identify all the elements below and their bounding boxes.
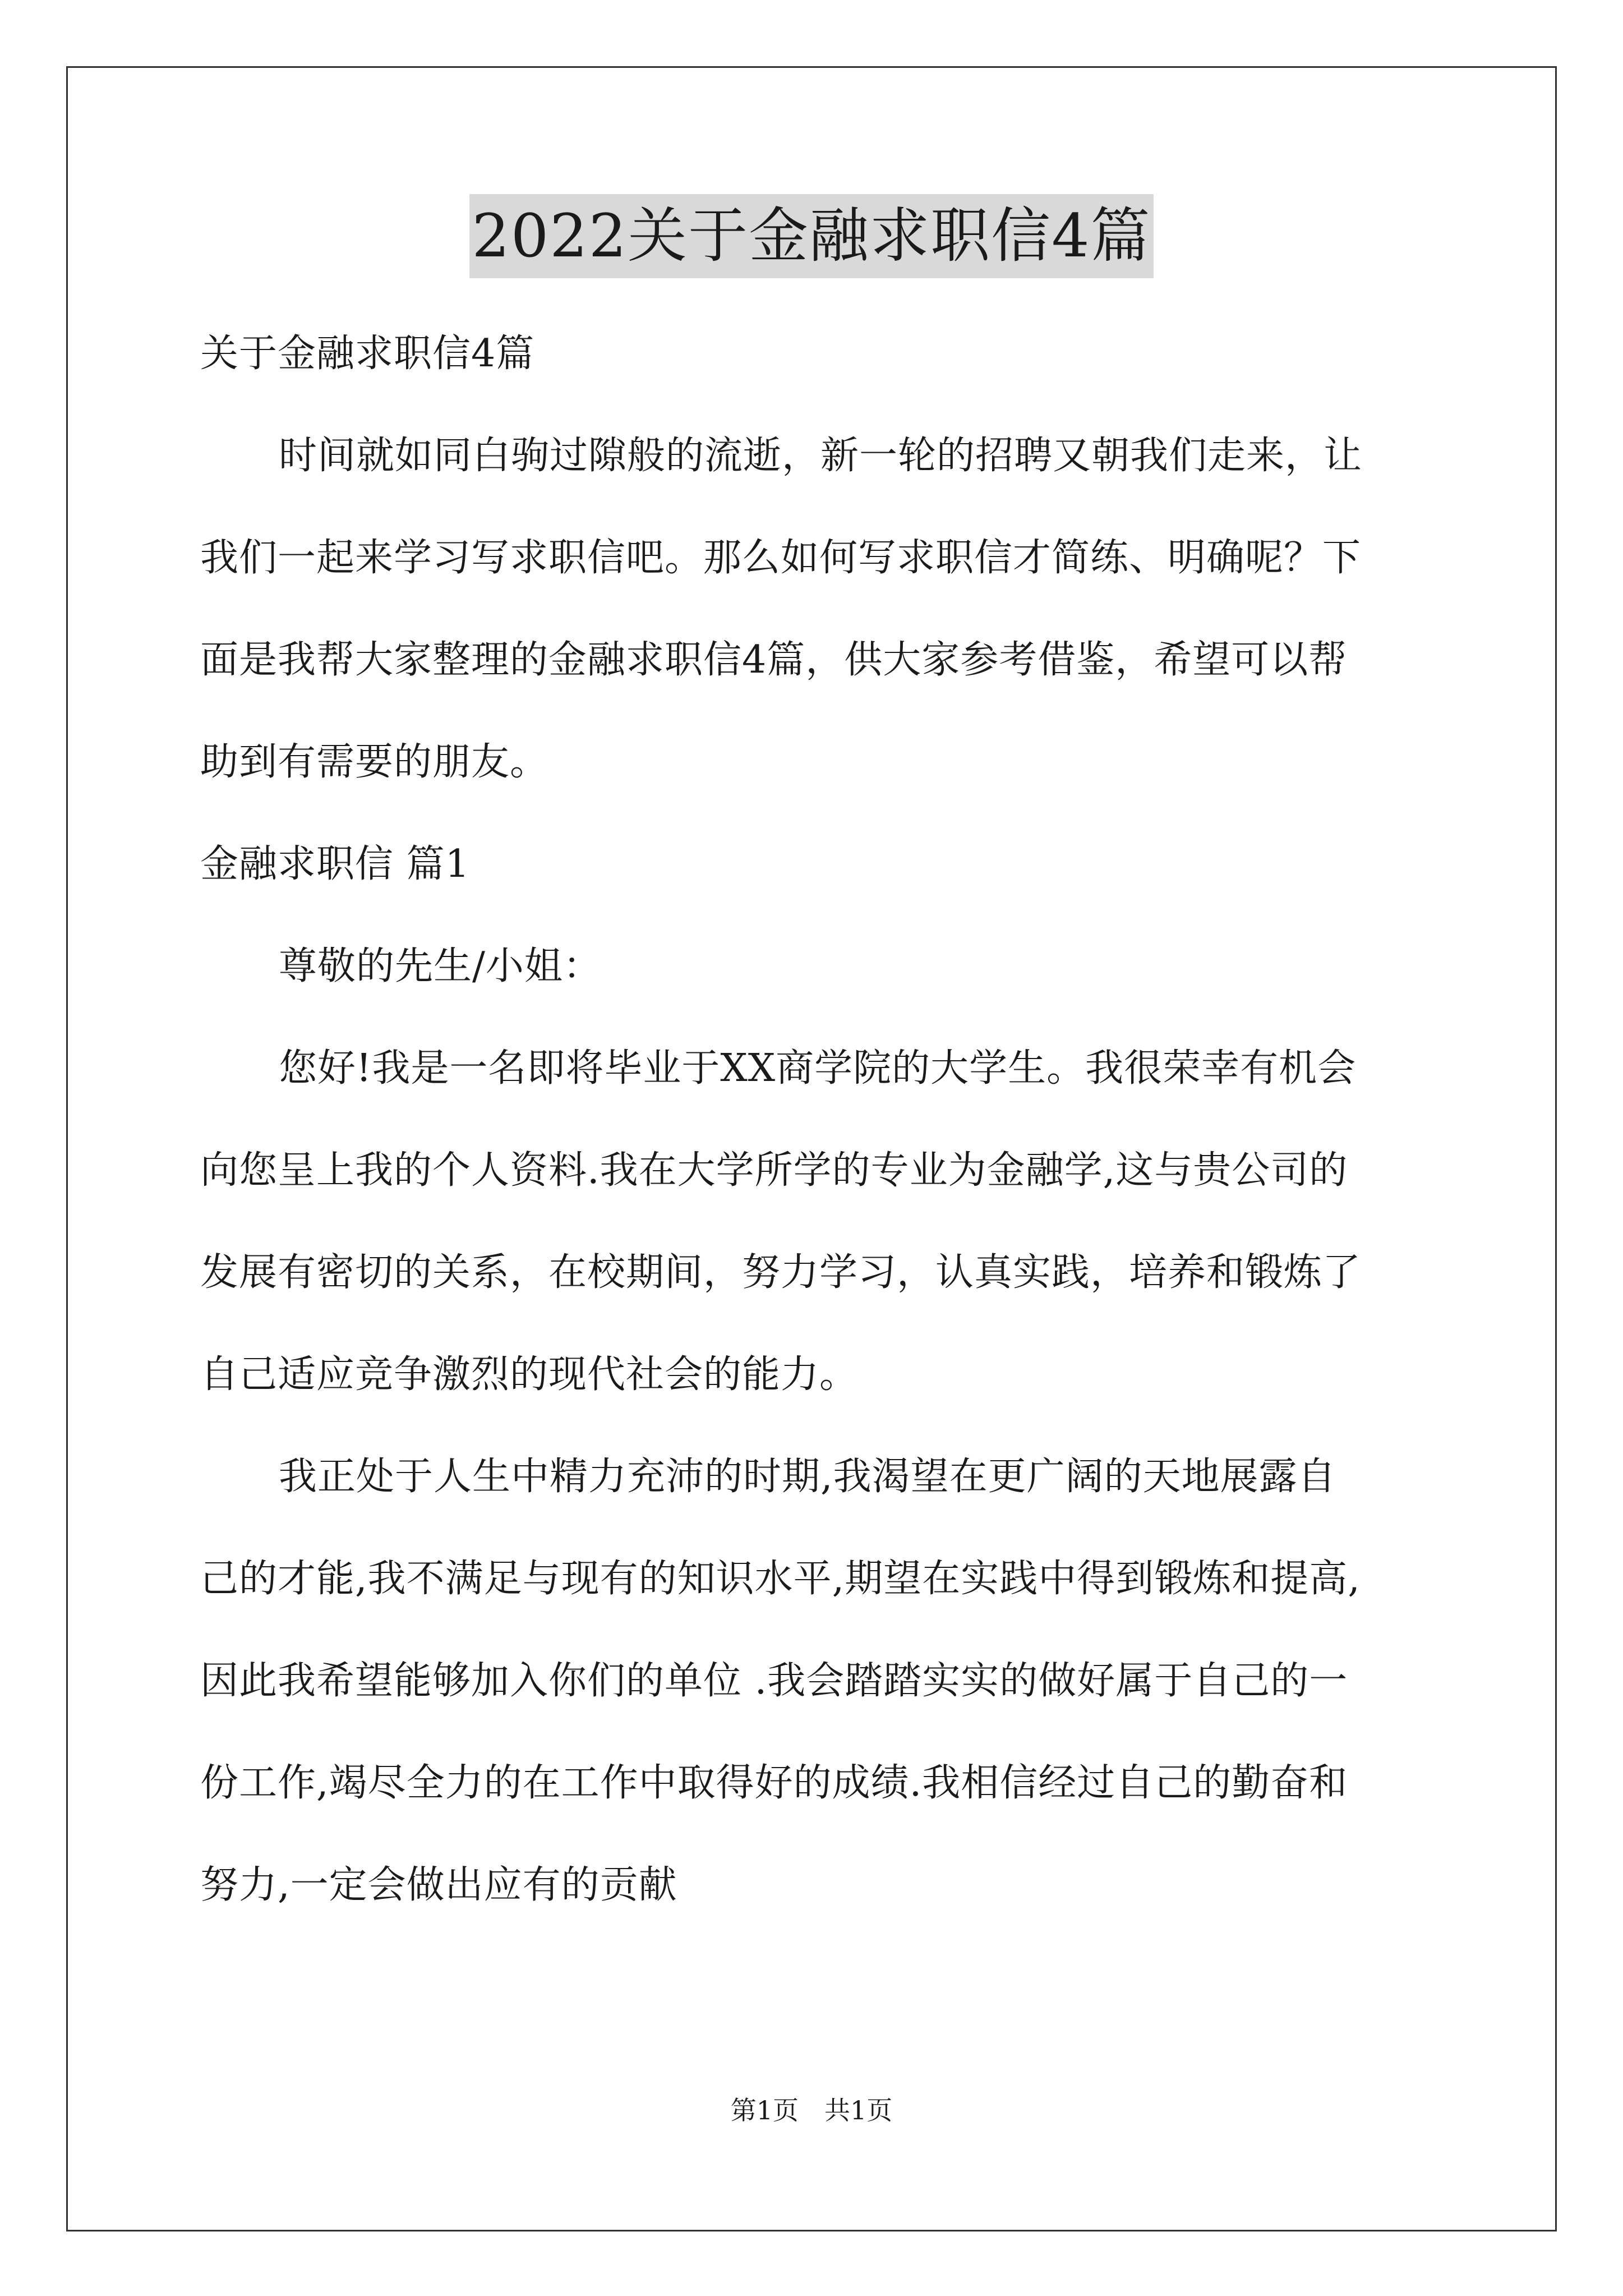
section-heading: 金融求职信 篇1: [200, 842, 470, 886]
paragraph-line: 我正处于人生中精力充沛的时期,我渴望在更广阔的天地展露自: [279, 1455, 1336, 1499]
paragraph-line: 面是我帮大家整理的金融求职信4篇，供大家参考借鉴，希望可以帮: [200, 638, 1348, 682]
document-title: 2022关于金融求职信4篇: [469, 194, 1153, 278]
salutation-line: 尊敬的先生/小姐：: [279, 944, 602, 988]
paragraph-line: 努力,一定会做出应有的贡献: [200, 1863, 677, 1907]
document-body: [200, 303, 1434, 1936]
paragraph-line: 己的才能,我不满足与现有的知识水平,期望在实践中得到锻炼和提高,: [200, 1557, 1361, 1601]
paragraph-line: 发展有密切的关系，在校期间，努力学习，认真实践，培养和锻炼了: [200, 1250, 1362, 1295]
title-container: [0, 194, 1623, 278]
page-footer: 第1页 共1页: [730, 2095, 893, 2125]
paragraph-line: 自己适应竞争激烈的现代社会的能力。: [200, 1352, 859, 1397]
paragraph-line: 您好!我是一名即将毕业于XX商学院的大学生。我很荣幸有机会: [279, 1046, 1357, 1091]
paragraph-line: 助到有需要的朋友。: [200, 740, 549, 784]
paragraph-line: 向您呈上我的个人资料.我在大学所学的专业为金融学,这与贵公司的: [200, 1148, 1348, 1193]
paragraph-line: 份工作,竭尽全力的在工作中取得好的成绩.我相信经过自己的勤奋和: [200, 1761, 1348, 1805]
paragraph-line: 因此我希望能够加入你们的单位 .我会踏踏实实的做好属于自己的一: [200, 1659, 1348, 1703]
paragraph-line: 时间就如同白驹过隙般的流逝，新一轮的招聘又朝我们走来，让: [279, 434, 1363, 478]
paragraph-line: 我们一起来学习写求职信吧。那么如何写求职信才简练、明确呢？下: [200, 536, 1362, 580]
subtitle-line: 关于金融求职信4篇: [200, 332, 535, 376]
